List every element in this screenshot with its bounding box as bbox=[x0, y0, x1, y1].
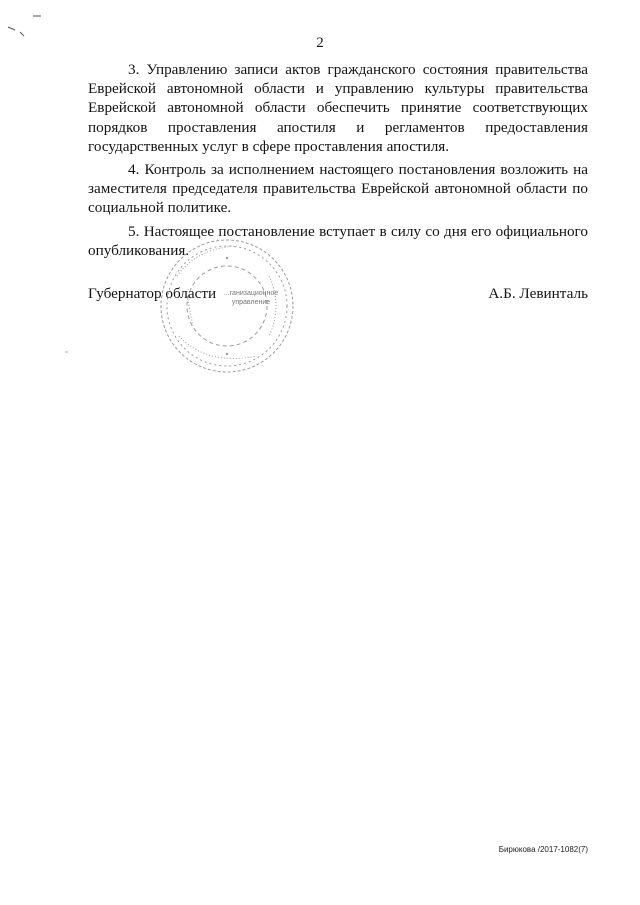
scan-margin-marks bbox=[0, 0, 80, 370]
document-reference: Бирюкова /2017-1082(7) bbox=[498, 845, 588, 854]
signatory-name: А.Б. Левинталь bbox=[488, 285, 588, 302]
page-number: 2 bbox=[316, 35, 324, 51]
signatory-title: Губернатор области bbox=[88, 285, 217, 302]
stamp-line-2: управление bbox=[231, 299, 271, 306]
paragraph-5: 5. Настоящее постановление вступает в силу со дня его официального опубликования. bbox=[88, 222, 588, 259]
stamp-line-1: ...ганизационное bbox=[223, 290, 279, 297]
document-body bbox=[88, 60, 588, 264]
paragraph-3: 3. Управлению записи актов гражданского состояния правительства Еврейской автономной области и управлению культуры правительства Еврейской автономной области обеспечить принятие соответствующих порядков проставления апостиля и регламентов предоставления государственных услуг в сфере проставления апостиля. bbox=[88, 61, 588, 155]
stamp-center-text bbox=[216, 289, 286, 307]
paragraph-4: 4. Контроль за исполнением настоящего постановления возложить на заместителя председателя правительства Еврейской автономной области по социальной политике. bbox=[88, 161, 588, 217]
